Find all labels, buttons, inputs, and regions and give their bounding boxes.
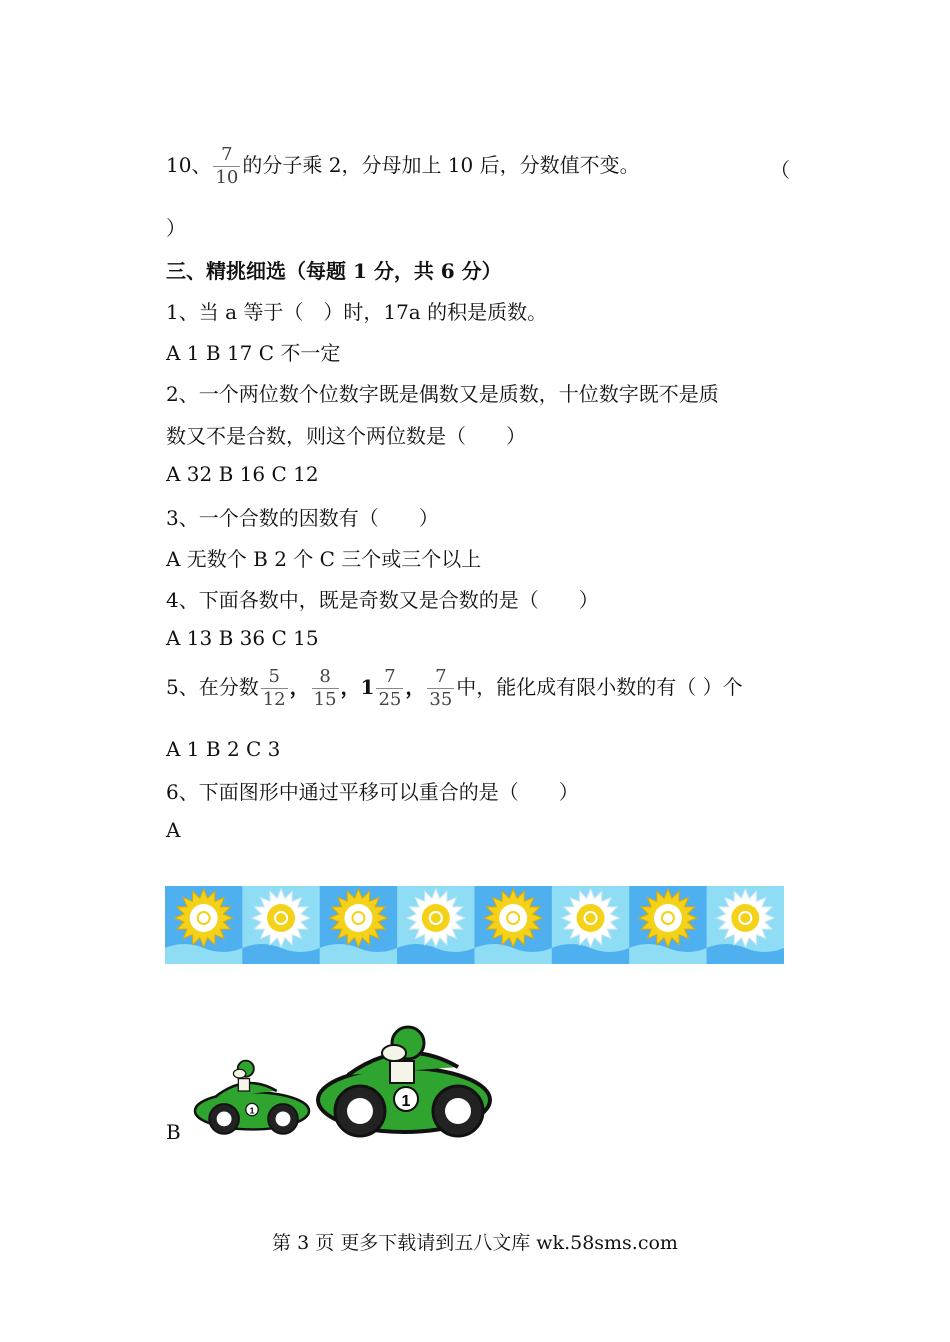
question-text: 的分子乘 2，分母加上 10 后，分数值不变。 <box>242 153 640 177</box>
question-5 <box>166 668 743 709</box>
question-2-options: A 32 B 16 C 12 <box>166 462 319 486</box>
separator: ， <box>405 675 426 699</box>
question-number: 10、 <box>166 153 212 177</box>
sun-tile <box>165 886 243 964</box>
option-a-label: A <box>166 818 181 842</box>
question-4-options: A 13 B 36 C 15 <box>166 626 319 650</box>
sun-tile <box>629 886 707 964</box>
car-number-small: 1 <box>249 1105 255 1116</box>
large-race-car <box>318 1027 490 1136</box>
option-b-label: B <box>166 1120 181 1144</box>
separator: ， <box>289 675 310 699</box>
sun-tile <box>320 886 398 964</box>
mixed-number-whole: 1 <box>360 675 375 699</box>
fraction-5-12: $\frac{5}{12}$ <box>262 666 286 710</box>
car-number-large: 1 <box>401 1093 411 1110</box>
sun-pattern-strip <box>165 886 784 964</box>
page-footer: 第 3 页 更多下载请到五八文库 wk.58sms.com <box>272 1232 678 1254</box>
question-6: 6、下面图形中通过平移可以重合的是（ ） <box>166 780 579 804</box>
race-cars-figure <box>190 1025 510 1140</box>
section-heading: 三、精挑细选（每题 1 分，共 6 分） <box>166 259 502 283</box>
answer-paren-open: （ <box>770 158 790 182</box>
sun-tile <box>397 886 475 964</box>
sun-tile <box>242 886 320 964</box>
fraction-7-10: $\frac{7}{10}$ <box>215 144 239 188</box>
question-3-options: A 无数个 B 2 个 C 三个或三个以上 <box>166 547 482 571</box>
fraction-8-15: $\frac{8}{15}$ <box>313 666 337 710</box>
question-1: 1、当 a 等于（ ）时，17a 的积是质数。 <box>166 300 548 324</box>
separator: ， <box>340 675 361 699</box>
question-5-suffix: 中，能化成有限小数的有（ ）个 <box>456 675 743 699</box>
question-10 <box>166 146 640 187</box>
question-1-options: A 1 B 17 C 不一定 <box>166 341 341 365</box>
fraction-7-25: $\frac{7}{25}$ <box>378 666 402 710</box>
question-5-prefix: 5、在分数 <box>166 675 259 699</box>
question-5-options: A 1 B 2 C 3 <box>166 737 281 761</box>
sun-tile <box>475 886 553 964</box>
question-3: 3、一个合数的因数有（ ） <box>166 506 439 530</box>
sun-tile <box>707 886 784 964</box>
question-2-line-1: 2、一个两位数个位数字既是偶数又是质数，十位数字既不是质 <box>166 382 719 406</box>
question-2-line-2: 数又不是合数，则这个两位数是（ ） <box>166 424 526 448</box>
fraction-7-35: $\frac{7}{35}$ <box>429 666 453 710</box>
question-4: 4、下面各数中，既是奇数又是合数的是（ ） <box>166 588 599 612</box>
sun-tile <box>552 886 630 964</box>
small-race-car <box>195 1061 309 1134</box>
answer-paren-close: ） <box>166 216 186 240</box>
